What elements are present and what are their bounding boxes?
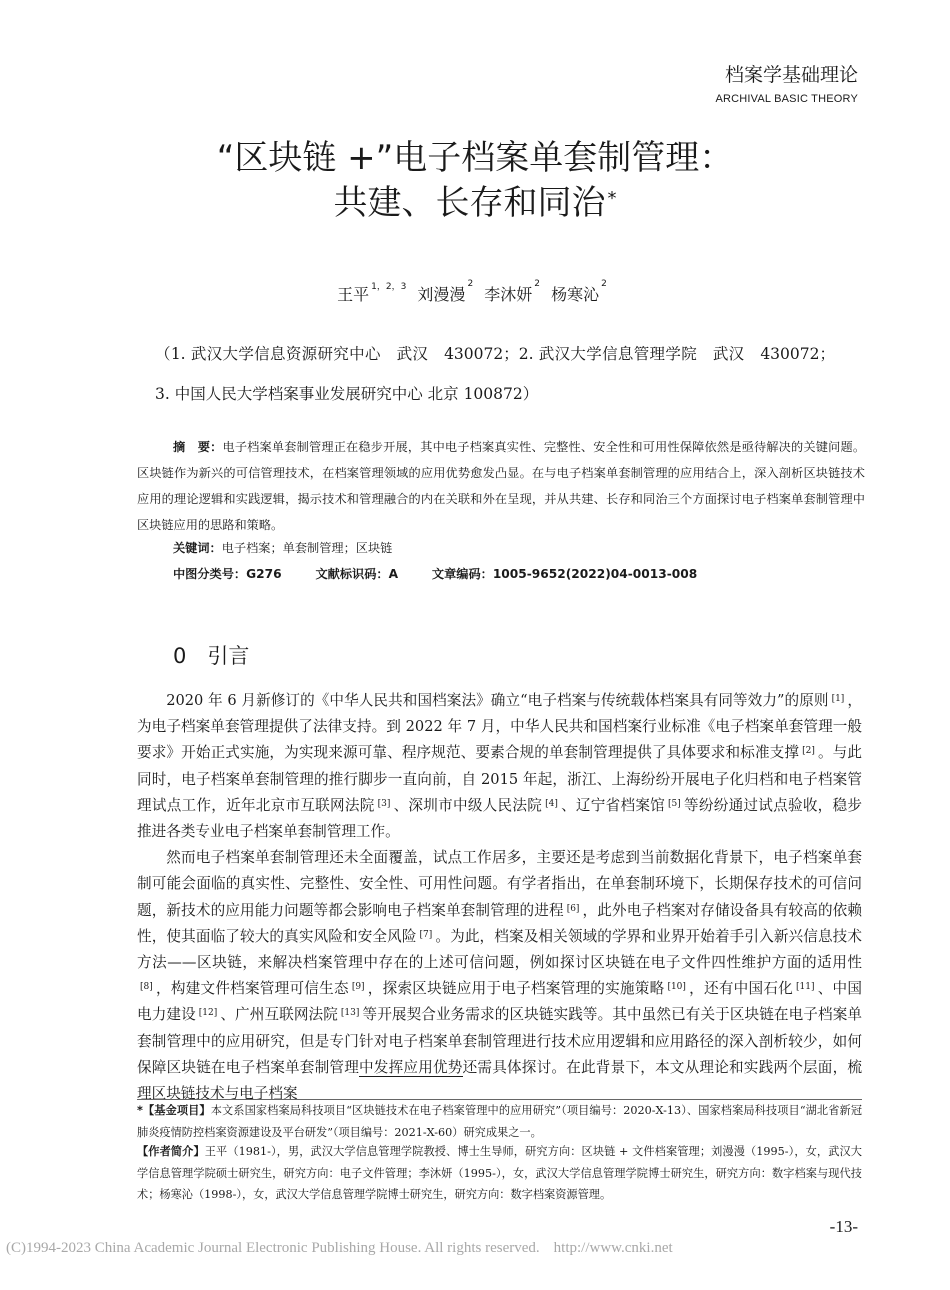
paragraph-1 [137, 688, 862, 845]
text-run: 等纷纷通过试点验收，稳步推进各类专业电子档案单套制管理工作。 [137, 796, 862, 841]
keywords [173, 539, 392, 556]
citation-ref: [11] [795, 982, 815, 993]
text-run: ，构建文件档案管理可信生态 [155, 980, 349, 998]
keywords-label: 关键词： [173, 541, 222, 555]
fund-label: *【基金项目】 [137, 1104, 211, 1117]
article-title-text: 共建、长存和同治 [333, 183, 606, 223]
copyright-text: (C)1994-2023 China Academic Journal Electronic Publishing House. All rights reserved. [6, 1240, 540, 1256]
article-code-label: 文章编码： [431, 567, 493, 581]
doc-code-field [315, 567, 398, 581]
abstract [137, 434, 865, 538]
author-bio-text: 王平（1981-），男，武汉大学信息管理学院教授、博士生导师，研究方向：区块链 + 文件档案管理；刘漫漫（1995-），女，武汉大学信息管理学院硕士研究生，研究方向：电子文件管理；李沐妍（1995-），女，武汉大学信息管理学院博士研究生，研究方向：数字档案与现代技术；杨寒沁（1998-），女，武汉大学信息管理学院博士研究生，研究方向：数字档案资源管理。 [137, 1145, 862, 1201]
copyright-watermark [6, 1240, 687, 1257]
body-text [137, 688, 862, 1107]
text-run: 。与此同时，电子档案单套制管理的推行脚步一直向前，自 2015 年起，浙江、上海纷纷开展电子化归档和电子档案管理试点工作，近年北京市互联网法院 [137, 744, 862, 814]
section-title-en: ARCHIVAL BASIC THEORY [715, 93, 858, 105]
clc-value: G276 [246, 567, 282, 581]
copyright-url: http://www.cnki.net [553, 1240, 673, 1256]
citation-ref: [3] [377, 798, 391, 809]
author-name: 王平 [337, 285, 370, 304]
author-name: 杨寒沁 [551, 285, 600, 304]
article-code-value: 1005-9652(2022)04-0013-008 [492, 567, 698, 581]
text-run: ，此外电子档案对存储设备具有较高的依赖性，使其面临了较大的真实风险和安全风险 [137, 901, 862, 945]
citation-ref: [8] [140, 982, 153, 993]
paragraph-2 [137, 845, 862, 1107]
author-affiliation-mark: 2 [467, 279, 474, 289]
clc-label: 中图分类号： [173, 567, 247, 581]
footnote-authors [137, 1141, 862, 1206]
author-affiliation-mark: 2 [601, 279, 607, 289]
clc-field [173, 567, 282, 581]
underlined-text: 中发挥应用优势 [359, 1058, 463, 1076]
citation-ref: [7] [419, 929, 433, 940]
citation-ref: [2] [802, 746, 815, 757]
article-code-field [432, 567, 697, 581]
author-name: 李沐妍 [484, 285, 533, 304]
citation-ref: [6] [566, 903, 580, 914]
citation-ref: [9] [351, 982, 365, 993]
citation-ref: [10] [667, 982, 686, 993]
article-title-line2 [0, 180, 950, 226]
text-run: 等开展契合业务需求的区块链实践等。其中虽然已有关于区块链在电子档案单套制管理中的应用研究，但是专门针对电子档案单套制管理进行技术应用逻辑和应用路径的深入剖析较少，如何保障区块链在电子档案单套制管理 [137, 1006, 862, 1076]
keywords-text: 电子档案；单套制管理；区块链 [221, 541, 393, 555]
text-run: 、深圳市中级人民法院 [393, 796, 543, 814]
text-run: 、中国电力建设 [137, 980, 862, 1024]
abstract-label: 摘 要： [173, 440, 223, 454]
article-title-line1: “区块链 +”电子档案单套制管理： [216, 138, 734, 178]
text-run: ，还有中国石化 [688, 980, 793, 998]
author-name: 刘漫漫 [417, 285, 466, 304]
affiliations: （1. 武汉大学信息资源研究中心 武汉 430072；2. 武汉大学信息管理学院 武汉 430072；3. 中国人民大学档案事业发展研究中心 北京 100872） [155, 345, 835, 403]
text-run: ，探索区块链应用于电子档案管理的实施策略 [367, 980, 665, 998]
section-heading: 0 引言 [173, 644, 250, 668]
fund-text: 本文系国家档案局科技项目“区块链技术在电子档案管理中的应用研究”（项目编号：2020-X-13）、国家档案局科技项目“湖北省新冠肺炎疫情防控档案资源建设及平台研发”（项目编号：2021-X-60）研究成果之一。 [137, 1104, 863, 1139]
footnote-fund [137, 1100, 862, 1143]
title-footnote-mark: * [607, 188, 617, 209]
text-run: 。为此，档案及相关领域的学界和业界开始着手引入新兴信息技术方法——区块链，来解决档案管理中存在的上述可信问题，例如探讨区块链在电子文件四性维护方面的适用性 [137, 927, 862, 972]
text-run: 还需具体探讨。在此背景下，本文从理论和实践两个层面，梳理区块链技术与电子档案 [137, 1058, 862, 1103]
author-affiliation-mark: 1，2，3 [371, 282, 407, 292]
text-run: 、广州互联网法院 [220, 1006, 338, 1024]
text-run: ，为电子档案单套管理提供了法律支持。到 2022 年 7 月，中华人民共和国档案行业标准《电子档案单套管理一般要求》开始正式实施，为实现来源可靠、程序规范、要素合规的单套制管理提供了具体要求和标准支撑 [137, 692, 862, 762]
citation-ref: [1] [831, 694, 845, 704]
doc-code-label: 文献标识码： [315, 567, 389, 581]
citation-ref: [5] [668, 798, 681, 809]
citation-ref: [12] [198, 1008, 218, 1019]
text-run: 然而电子档案单套制管理还未全面覆盖，试点工作居多，主要还是考虑到当前数据化背景下，电子档案单套制可能会面临的真实性、完整性、安全性、可用性问题。有学者指出，在单套制环境下，长期保存技术的可信问题，新技术的应用能力问题等都会影响电子档案单套制管理的进程 [137, 849, 862, 919]
citation-ref: [4] [545, 798, 558, 809]
text-run: 、辽宁省档案馆 [560, 796, 666, 814]
classification-line [173, 565, 727, 582]
abstract-text: 电子档案单套制管理正在稳步开展，其中电子档案真实性、完整性、安全性和可用性保障依然是亟待解决的关键问题。区块链作为新兴的可信管理技术，在档案管理领域的应用优势愈发凸显。在与电子档案单套制管理的应用结合上，深入剖析区块链技术应用的理论逻辑和实践逻辑，揭示技术和管理融合的内在关联和外在呈现，并从共建、长存和同治三个方面探讨电子档案单套制管理中区块链应用的思路和策略。 [137, 440, 866, 532]
author-affiliation-mark: 2 [534, 279, 541, 289]
section-title: 档案学基础理论 [724, 64, 858, 86]
doc-code-value: A [388, 567, 399, 581]
citation-ref: [13] [340, 1008, 360, 1019]
author-list [0, 279, 950, 305]
page-number: -13- [829, 1217, 858, 1236]
author-bio-label: 【作者简介】 [137, 1145, 205, 1158]
text-run: 2020 年 6 月新修订的《中华人民共和国档案法》确立“电子档案与传统载体档案具有同等效力”的原则 [166, 692, 829, 709]
